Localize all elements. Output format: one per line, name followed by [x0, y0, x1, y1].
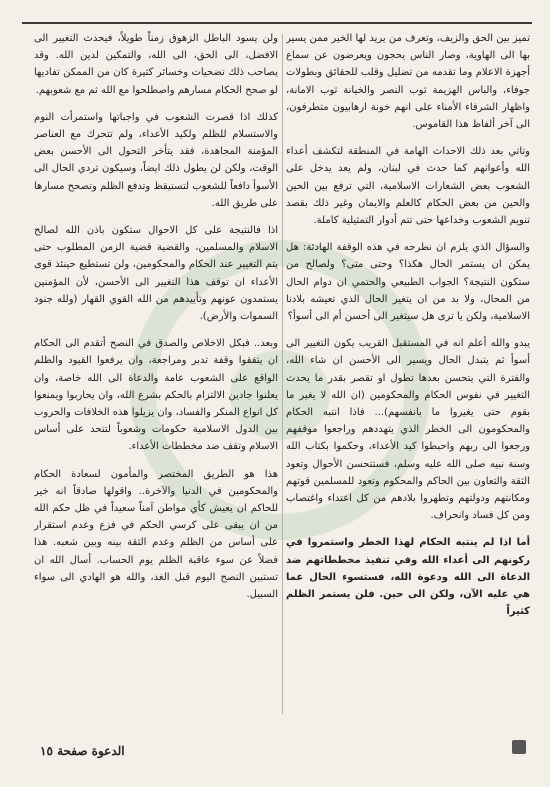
- right-column: [286, 30, 530, 730]
- paragraph: يبدو والله أعلم انه في المستقبل القريب يكون التغيير الى أسوأ ثم يتبدل الحال ويسير الى الأحسن ان شاء الله، والفترة التي يتحسن بعدها تطول او تقصر بقدر ما يحدث التغيير في نفوس الحكام والمحكومين (ان الله لا يغير ما بقوم حتى يغيروا ما بانفسهم)... فاذا انتبه الحكام والمحكومون الى الخطر الذي يتهددهم وراجعوا موقفهم ورجعوا الى ربهم واحبطوا كيد الأعداء، وحكموا بكتاب الله وسنة نبيه صلى الله عليه وسلم، فستتحسن الأحوال وتعود الثقة والتعاون بين الحاكم والمحكوم وتعود للمسلمين قوتهم ومكانتهم ودولتهم وتطهروا بلادهم من كل اعتداء واغتصاب ومن كل فساد وانحراف.: [286, 338, 530, 522]
- paragraph: ولن يسود الباطل الزهوق زمناً طويلاً، فيحدث التغيير الى الافضل، الى الحق، الى الله، والتمكين لدين الله. وقد يصاحب ذلك تضحيات وخسائر كثيرة كان من الممكن تفاديها لو صحح الحكام مسارهم واصطلحوا مع الله ثم مع شعوبهم.: [34, 33, 278, 96]
- left-column: [34, 30, 278, 730]
- column-divider: [282, 34, 283, 714]
- paragraph: والسؤال الذي يلزم ان نطرحه في هذه الوقفة الهادئة: هل يمكن ان يستمر الحال هكذا؟ وحتى متى؟ ولصالح من ستكون النتيجة؟ الجواب الطبيعي والحتمي ان دوام الحال من المحال، ولا بد من ان يتغير الحال الذي تعيشه بلادنا الاسلامية، ولكن يا ترى هل سيتغير الى أحسن أم الى أسوأ؟: [286, 242, 530, 323]
- paragraph: وبعد.. فبكل الاخلاص والصدق في النصح أتقدم الى الحكام ان يتفقوا وقفة تدبر ومراجعة، وان يرفعوا القيود والظلم الواقع على الشعوب عامة والدعاة الى الله خاصة، وان يعلنوا جادين الالتزام بالحكم بشرع الله، وان يحاربوا ويمنعوا كل انواع المنكر والفساد، وان يزيلوا هذه الخلافات والحروب بين الدول الاسلامية حكومات وشعوباً لتتحد على أساس الاسلام وتقف ضد مخططات الأعداء.: [34, 338, 278, 453]
- footer-marker: [512, 740, 526, 754]
- paragraph: أما اذا لم ينتبه الحكام لهذا الخطر واستمروا في ركونهم الى أعداء الله وفي تنفيذ مخططاتهم ضد الدعاة الى الله ودعوة الله، فستسوء الحال عما هي عليه الآن، ولكن الى حين. فلن يستمر الظلم كثيراً: [286, 537, 530, 618]
- page-footer: الدعوة صفحة ١٥: [40, 744, 125, 758]
- paragraph: تميز بين الحق والزيف، وتعرف من يريد لها الخير ممن يسير بها الى الهاوية، وصار الناس يحجون ويعرضون عن سماع أجهزة الاعلام وما تقدمه من تضليل وقلب للحقائق وبطولات جوفاء، والباس الهزيمة ثوب النصر والخيانة ثوب الامانة، واظهار الشرفاء الأمناء على انهم خونة ارهابيون متطرفون، الى آخر ألفاظ هذا القاموس.: [286, 33, 530, 131]
- paragraph: اذا فالنتيجة على كل الاحوال ستكون باذن الله لصالح الاسلام والمسلمين، والقضية قضية الزمن المطلوب حتى يتم التغيير عند الحكام والمحكومين، ولن تستطيع حينئذ قوى الأعداء ان توقف هذا التغيير الى الأحسن، لأن المؤمنين يستمدون عونهم وتأييدهم من الله القوي القهار (ولله جنود السموات والأرض).: [34, 225, 278, 323]
- paragraph: هذا هو الطريق المختصر والمأمون لسعادة الحكام والمحكومين في الدنيا والآخرة.. واقولها صادقاً انه خير للحاكم ان يعيش كأي مواطن آمناً سعيداً في ظل حكم الله من ان يبقى على كرسي الحكم في فزع وعدم استقرار على أساس من الظلم وعدم الثقة بينه وبين شعبه. هذا فضلاً عن سوء عاقبة الظلم يوم الحساب. أسال الله ان تستبين النصح اليوم قبل الغد، والله هو الهادي الى سواء السبيل.: [34, 468, 278, 601]
- paragraph: كذلك اذا قصرت الشعوب في واجباتها واستمرأت النوم والاستسلام للظلم ولكيد الأعداء، ولم تتحرك مع العناصر المؤمنة المجاهدة، فقد يتأخر التحول الى الأحسن بعض الوقت، ولكن لن يطول ذلك ايضاً، وسيكون تردي الحال الى الأسوأ دافعاً للشعوب لتستيقظ وتدفع الظلم وتصحح مسارها على طريق الله.: [34, 111, 278, 209]
- paragraph: وتاتي بعد ذلك الاحداث الهامة في المنطقة لتكشف أعداء الله وأعوانهم كما حدث في لبنان، ولم يعد يدخل على الشعوب بعض الشعارات الاسلامية، التي ترفع بين الحين والحين من بعض الحكام كالعلم والايمان وغير ذلك بقصد تنويم الشعوب وخداعها حتى تتم أدوار التمثيلية كاملة.: [286, 146, 530, 227]
